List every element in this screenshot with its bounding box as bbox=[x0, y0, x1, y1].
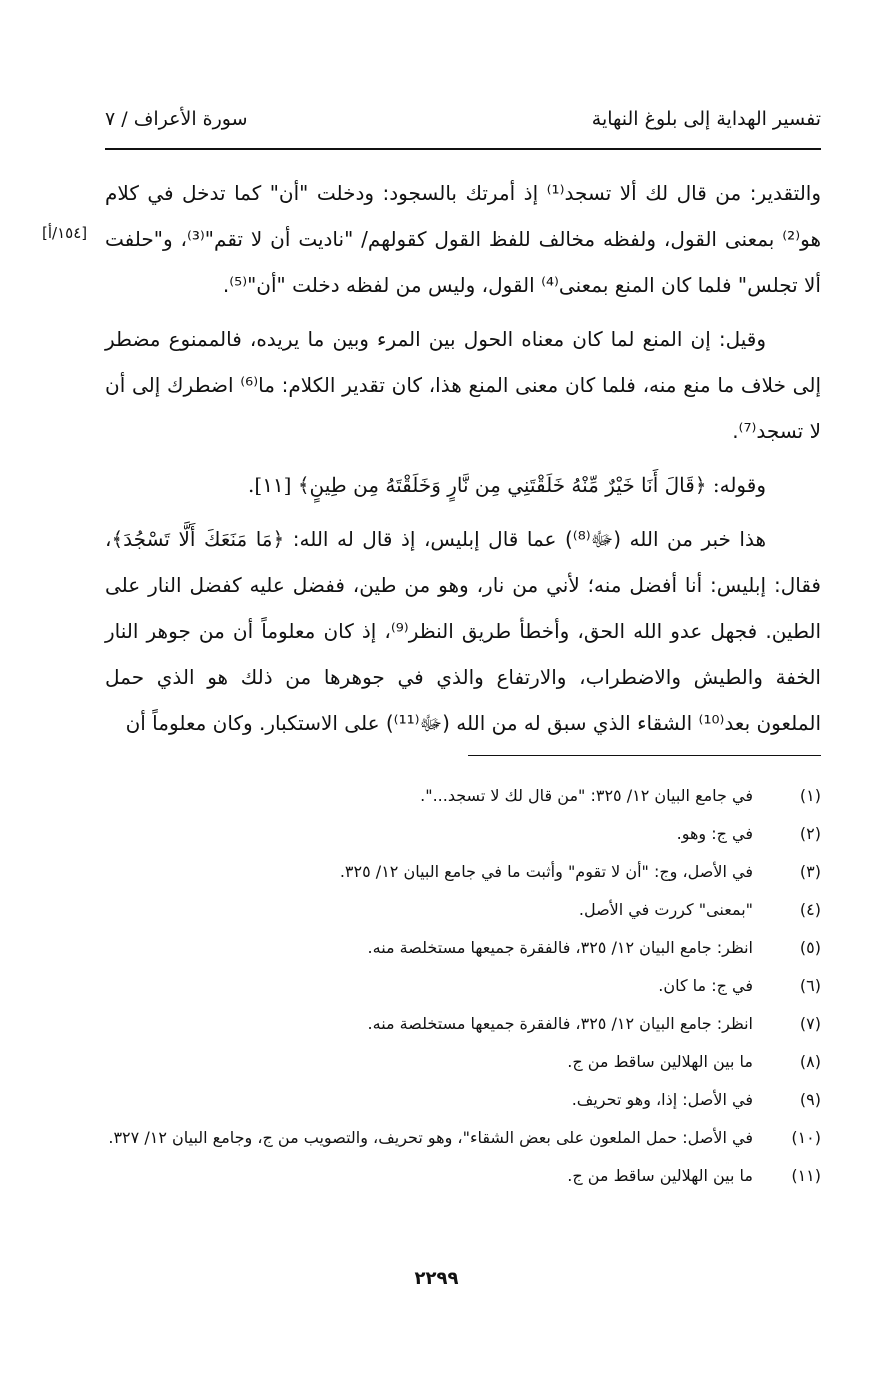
footnote-text: انظر: جامع البيان ١٢/ ٣٢٥، فالفقرة جميعها مستخلصة منه. bbox=[367, 938, 753, 957]
footnote bbox=[105, 818, 821, 850]
footnote-number: (٧) bbox=[799, 1014, 821, 1033]
footnote-text: ما بين الهلالين ساقط من ج. bbox=[567, 1166, 753, 1185]
header-divider bbox=[105, 148, 821, 150]
footnote-text: في ج: وهو. bbox=[676, 824, 753, 843]
footnote-number: (٩) bbox=[799, 1090, 821, 1109]
footnote bbox=[105, 1084, 821, 1116]
paragraph: هذا خبر من الله (ﷻ⁽⁸⁾) عما قال إبليس، إذ قال له الله: ﴿مَا مَنَعَكَ أَلَّا تَسْجُدَ﴾، فقال: إبليس: أنا أفضل منه؛ لأني من نار، وهو من طين، ففضل عليه كفضل النار على الطين. فجهل عدو الله الحق، وأخطأ طريق النظر⁽⁹⁾، إذ كان معلوماً أن من جوهر النار الخفة والطيش والاضطراب، والارتفاع والذي في جوهرها من ذلك هو الذي حمل الملعون بعد⁽¹⁰⁾ الشقاء الذي سبق له من الله (ﷻ⁽¹¹⁾) على الاستكبار. وكان معلوماً أن bbox=[105, 527, 822, 735]
footnote-number: (٥) bbox=[799, 938, 821, 957]
footnote-text: "بمعنى" كررت في الأصل. bbox=[578, 900, 753, 919]
footnote-number: (٢) bbox=[799, 824, 821, 843]
manuscript-folio-marker: [١٥٤/أ] bbox=[42, 224, 88, 242]
running-header bbox=[105, 108, 821, 148]
footnote-text: ما بين الهلالين ساقط من ج. bbox=[567, 1052, 753, 1071]
footnote-number: (٦) bbox=[799, 976, 821, 995]
footnote-number: (١٠) bbox=[791, 1128, 821, 1147]
footnotes bbox=[105, 780, 821, 1198]
footnote-number: (١) bbox=[799, 786, 821, 805]
verse-paragraph: وقوله: ﴿قَالَ أَنَا خَيْرٌ مِّنْهُ خَلَقْتَنِي مِن نَّارٍ وَخَلَقْتَهُ مِن طِينٍ﴾ [١١]. bbox=[248, 473, 766, 497]
footnote bbox=[105, 780, 821, 812]
footnote-number: (٨) bbox=[799, 1052, 821, 1071]
footnote bbox=[105, 1160, 821, 1192]
surah-title: سورة الأعراف / ٧ bbox=[105, 108, 248, 130]
footnote-text: انظر: جامع البيان ١٢/ ٣٢٥، فالفقرة جميعها مستخلصة منه. bbox=[367, 1014, 753, 1033]
footnote-number: (١١) bbox=[791, 1166, 821, 1185]
footnote bbox=[105, 1008, 821, 1040]
footnote bbox=[105, 1122, 821, 1154]
footnote-text: في الأصل، وج: "أن لا تقوم" وأثبت ما في جامع البيان ١٢/ ٣٢٥. bbox=[339, 862, 753, 881]
footnote bbox=[105, 894, 821, 926]
footnote bbox=[105, 932, 821, 964]
footnote-text: في الأصل: إذا، وهو تحريف. bbox=[571, 1090, 753, 1109]
footnote bbox=[105, 1046, 821, 1078]
paragraph: والتقدير: من قال لك ألا تسجد⁽¹⁾ إذ أمرتك بالسجود: ودخلت "أن" كما تدخل في كلام هو⁽²⁾ بمعنى القول، ولفظه مخالف للفظ القول كقولهم/ "ناديت أن لا تقم"⁽³⁾، و"حلفت ألا تجلس" فلما كان المنع بمعنى⁽⁴⁾ القول، وليس من لفظه دخلت "أن"⁽⁵⁾. bbox=[105, 181, 822, 297]
book-title: تفسير الهداية إلى بلوغ النهاية bbox=[591, 108, 821, 130]
footnote-text: في ج: ما كان. bbox=[658, 976, 753, 995]
footnote-number: (٣) bbox=[799, 862, 821, 881]
main-text bbox=[105, 170, 821, 754]
footnote bbox=[105, 970, 821, 1002]
paragraph: وقيل: إن المنع لما كان معناه الحول بين المرء وبين ما يريده، فالممنوع مضطر إلى خلاف ما منع منه، فلما كان معنى المنع هذا، كان تقدير الكلام: ما⁽⁶⁾ اضطرك إلى أن لا تسجد⁽⁷⁾. bbox=[105, 327, 821, 443]
footnote bbox=[105, 856, 821, 888]
footnote-text: في الأصل: حمل الملعون على بعض الشقاء"، وهو تحريف، والتصويب من ج، وجامع البيان ١٢/ ٣٢٧. bbox=[108, 1128, 753, 1147]
footnote-divider bbox=[468, 755, 821, 756]
page-number: ٢٢٩٩ bbox=[414, 1268, 459, 1289]
footnote-number: (٤) bbox=[799, 900, 821, 919]
footnote-text: في جامع البيان ١٢/ ٣٢٥: "من قال لك لا تسجد...". bbox=[420, 786, 753, 805]
